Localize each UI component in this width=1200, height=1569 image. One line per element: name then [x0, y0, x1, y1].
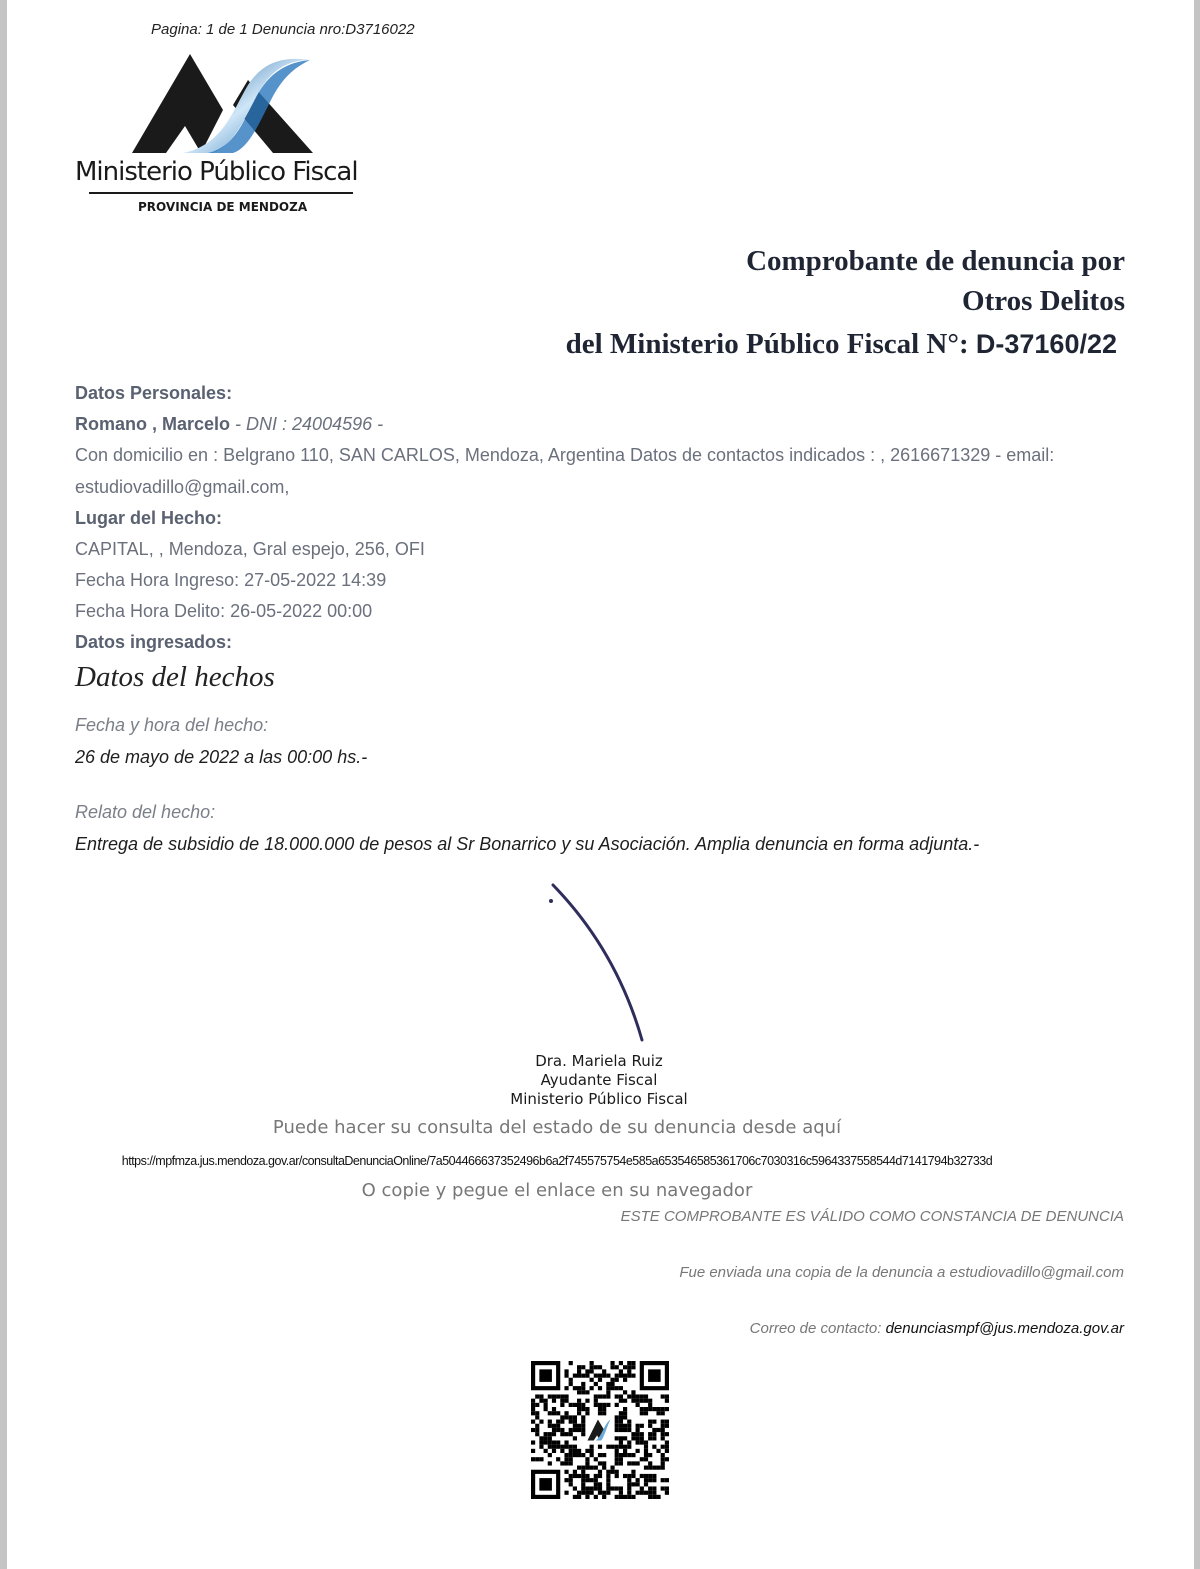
qr-code-icon[interactable]	[531, 1361, 669, 1499]
signer-name: Dra. Mariela Ruiz	[535, 1052, 663, 1070]
title-prefix: del Ministerio Público Fiscal N°:	[565, 328, 976, 360]
logo-divider	[89, 192, 353, 194]
fact-story-label: Relato del hecho:	[75, 802, 216, 822]
place-value: CAPITAL, , Mendoza, Gral espejo, 256, OFI	[75, 539, 425, 559]
document-page	[7, 0, 1194, 1569]
entered-data-heading: Datos ingresados:	[75, 632, 233, 652]
contact-email-link[interactable]: denunciasmpf@jus.mendoza.gov.ar	[885, 1320, 1124, 1337]
page-header-info: Pagina: 1 de 1 Denuncia nro:D3716022	[151, 21, 415, 38]
address-line	[75, 445, 1054, 466]
logo-title: Ministerio Público Fiscal	[75, 157, 358, 187]
consult-text: Puede hacer su consulta del estado de su denuncia desde aquí	[272, 1117, 842, 1138]
fact-story-value: Entrega de subsidio de 18.000.000 de pesos al Sr Bonarrico y su Asociación. Amplia denuncia en forma adjunta.-	[75, 834, 980, 854]
copy-hint-text: O copie y pegue el enlace en su navegador	[361, 1180, 753, 1201]
place-heading: Lugar del Hecho:	[75, 508, 223, 528]
entry-datetime: Fecha Hora Ingreso: 27-05-2022 14:39	[75, 570, 387, 590]
facts-section-title: Datos del hechos	[75, 661, 275, 693]
signer-org: Ministerio Público Fiscal	[510, 1090, 688, 1108]
person-name: Romano , Marcelo	[75, 414, 231, 434]
separator: -	[230, 414, 247, 434]
ministerio-logo-icon	[73, 50, 383, 220]
complaint-number: D-37160/22	[975, 329, 1117, 359]
sent-copy-notice: Fue enviada una copia de la denuncia a estudiovadillo@gmail.com	[679, 1264, 1124, 1281]
fact-date-label: Fecha y hora del hecho:	[75, 715, 269, 735]
personal-data-heading: Datos Personales:	[75, 383, 233, 403]
document-title-line1: Comprobante de denuncia por	[746, 245, 1125, 277]
address-value: Belgrano 110, SAN CARLOS, Mendoza, Argentina Datos de contactos indicados : , 2616671329 - email:	[223, 445, 1055, 465]
document-title-line3	[566, 328, 1117, 361]
signature-icon	[477, 875, 677, 1050]
separator: -	[372, 414, 384, 434]
crime-datetime: Fecha Hora Delito: 26-05-2022 00:00	[75, 601, 373, 621]
person-dni: DNI : 24004596	[246, 414, 373, 434]
signer-role: Ayudante Fiscal	[540, 1071, 658, 1089]
contact-line	[750, 1320, 1124, 1337]
person-email: estudiovadillo@gmail.com,	[75, 477, 290, 497]
person-line	[75, 414, 383, 435]
consult-url-link[interactable]: https://mpfmza.jus.mendoza.gov.ar/consultaDenunciaOnline/7a504466637352496b6a2f745575754e585a653546585361706c7030316c5964337558544d7141794b32733d	[121, 1154, 993, 1168]
contact-label: Correo de contacto:	[749, 1320, 886, 1337]
fact-date-value: 26 de mayo de 2022 a las 00:00 hs.-	[75, 747, 368, 767]
validity-notice: ESTE COMPROBANTE ES VÁLIDO COMO CONSTANCIA DE DENUNCIA	[620, 1208, 1124, 1225]
logo-subtitle: PROVINCIA DE MENDOZA	[138, 200, 308, 214]
address-label: Con domicilio en :	[75, 445, 224, 465]
document-title-line2: Otros Delitos	[962, 285, 1125, 317]
